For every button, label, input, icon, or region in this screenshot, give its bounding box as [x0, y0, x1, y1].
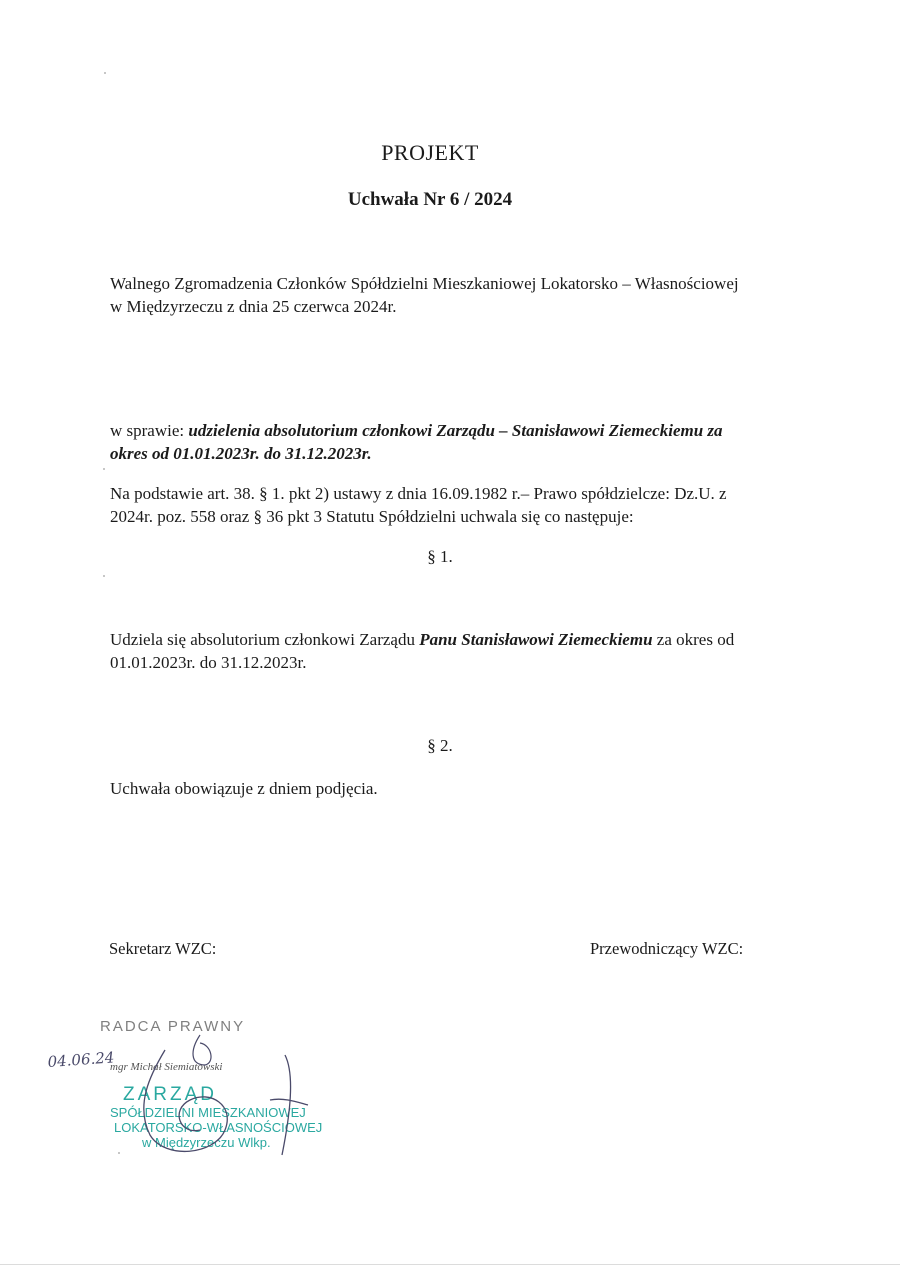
board-stamp-title: ZARZĄD [123, 1084, 217, 1105]
scan-speck [118, 1152, 120, 1154]
board-stamp-line-2: LOKATORSKO-WŁASNOŚCIOWEJ [114, 1120, 323, 1135]
board-stamp-line-1: SPÓŁDZIELNI MIESZKANIOWEJ [110, 1105, 306, 1120]
legal-basis-line-2: 2024r. poz. 558 oraz § 36 pkt 3 Statutu Spółdzielni uchwala się co następuje: [110, 507, 634, 526]
intro-line-2: w Międzyrzeczu z dnia 25 czerwca 2024r. [110, 297, 397, 316]
resolution-number-title: Uchwała Nr 6 / 2024 [347, 189, 513, 210]
section-1-text-after: za okres od [652, 630, 735, 649]
board-stamp-line-3: w Międzyrzeczu Wlkp. [142, 1135, 271, 1150]
radca-stamp-text: RADCA PRAWNY [100, 1018, 246, 1035]
legal-basis-line-1: Na podstawie art. 38. § 1. pkt 2) ustawy z dnia 16.09.1982 r.– Prawo spółdzielcze: Dz.U. z [110, 484, 727, 503]
board-member-name: Panu Stanisławowi Ziemeckiemu [419, 630, 653, 649]
intro-line-1: Walnego Zgromadzenia Członków Spółdzielni Mieszkaniowej Lokatorsko – Własnościowej [110, 274, 739, 293]
section-2-paragraph: Uchwała obowiązuje z dniem podjęcia. [110, 779, 378, 798]
section-1-line-1 [110, 628, 800, 651]
section-2-mark: § 2. [427, 736, 453, 755]
stamp-and-signature [40, 1005, 330, 1165]
section-1-mark: § 1. [427, 547, 453, 566]
resolution-subject-paragraph [110, 419, 800, 465]
subject-line-2: okres od 01.01.2023r. do 31.12.2023r. [110, 444, 372, 463]
legal-basis-paragraph [110, 482, 800, 528]
scan-speck [103, 468, 105, 470]
scan-bottom-edge [0, 1264, 900, 1265]
resolution-issuer-paragraph [110, 272, 800, 318]
subject-prefix: w sprawie: [110, 421, 189, 440]
chairman-signature-label: Przewodniczący WZC: [590, 939, 744, 958]
document-status-title: PROJEKT [381, 140, 479, 165]
scan-speck [104, 72, 106, 74]
radca-name-stamp: mgr Michał Siemiatowski [110, 1061, 223, 1073]
section-1-paragraph [110, 628, 800, 674]
section-1-text-before: Udziela się absolutorium członkowi Zarządu [110, 630, 420, 649]
secretary-signature-label: Sekretarz WZC: [109, 939, 217, 958]
handwritten-date: 04.06.24 [47, 1048, 115, 1071]
subject-line-1 [110, 419, 800, 442]
subject-text: udzielenia absolutorium członkowi Zarządu – Stanisławowi Ziemeckiemu za [188, 421, 723, 440]
section-1-line-2: 01.01.2023r. do 31.12.2023r. [110, 653, 307, 672]
scan-speck [103, 575, 105, 577]
